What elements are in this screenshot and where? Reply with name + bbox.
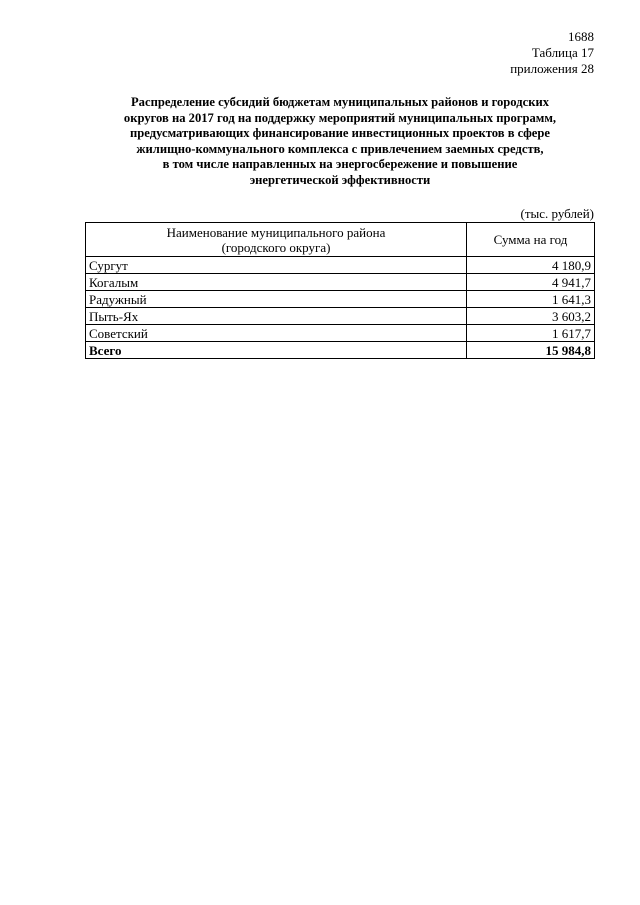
municipality-amount: 3 603,2 bbox=[467, 308, 595, 325]
municipality-name: Советский bbox=[86, 325, 467, 342]
table-header-row bbox=[86, 223, 595, 257]
title-line: в том числе направленных на энергосбережение и повышение bbox=[162, 157, 518, 172]
table-row bbox=[86, 325, 595, 342]
title-line: энергетической эффективности bbox=[249, 172, 431, 187]
units-label: (тыс. рублей) bbox=[520, 206, 594, 221]
municipality-amount: 1 617,7 bbox=[467, 325, 595, 342]
table-caption-number: Таблица 17 bbox=[531, 45, 594, 60]
title-line: предусматривающих финансирование инвестиционных проектов в сфере bbox=[130, 126, 550, 141]
table-caption bbox=[510, 45, 594, 77]
header-municipality bbox=[86, 223, 467, 257]
header-municipality-line2: (городского округа) bbox=[221, 239, 331, 255]
municipality-amount: 4 180,9 bbox=[467, 257, 595, 274]
table-row bbox=[86, 291, 595, 308]
title-line: округов на 2017 год на поддержку мероприятий муниципальных программ, bbox=[123, 110, 557, 125]
header-amount: Сумма на год bbox=[467, 223, 595, 257]
table-row bbox=[86, 274, 595, 291]
municipality-amount: 1 641,3 bbox=[467, 291, 595, 308]
table-row bbox=[86, 308, 595, 325]
document-title bbox=[80, 95, 600, 189]
table-caption-appendix: приложения 28 bbox=[510, 61, 594, 76]
total-amount: 15 984,8 bbox=[467, 342, 595, 359]
title-line: жилищно-коммунального комплекса с привлечением заемных средств, bbox=[136, 141, 544, 156]
title-line: Распределение субсидий бюджетам муниципальных районов и городских bbox=[130, 95, 550, 109]
municipality-amount: 4 941,7 bbox=[467, 274, 595, 291]
header-municipality-line1: Наименование муниципального района bbox=[166, 224, 386, 240]
municipality-name: Пыть-Ях bbox=[86, 308, 467, 325]
municipality-name: Когалым bbox=[86, 274, 467, 291]
municipality-name: Сургут bbox=[86, 257, 467, 274]
total-row bbox=[86, 342, 595, 359]
subsidy-table bbox=[85, 222, 595, 359]
table-row bbox=[86, 257, 595, 274]
page-number: 1688 bbox=[568, 29, 594, 44]
municipality-name: Радужный bbox=[86, 291, 467, 308]
total-label: Всего bbox=[86, 342, 467, 359]
